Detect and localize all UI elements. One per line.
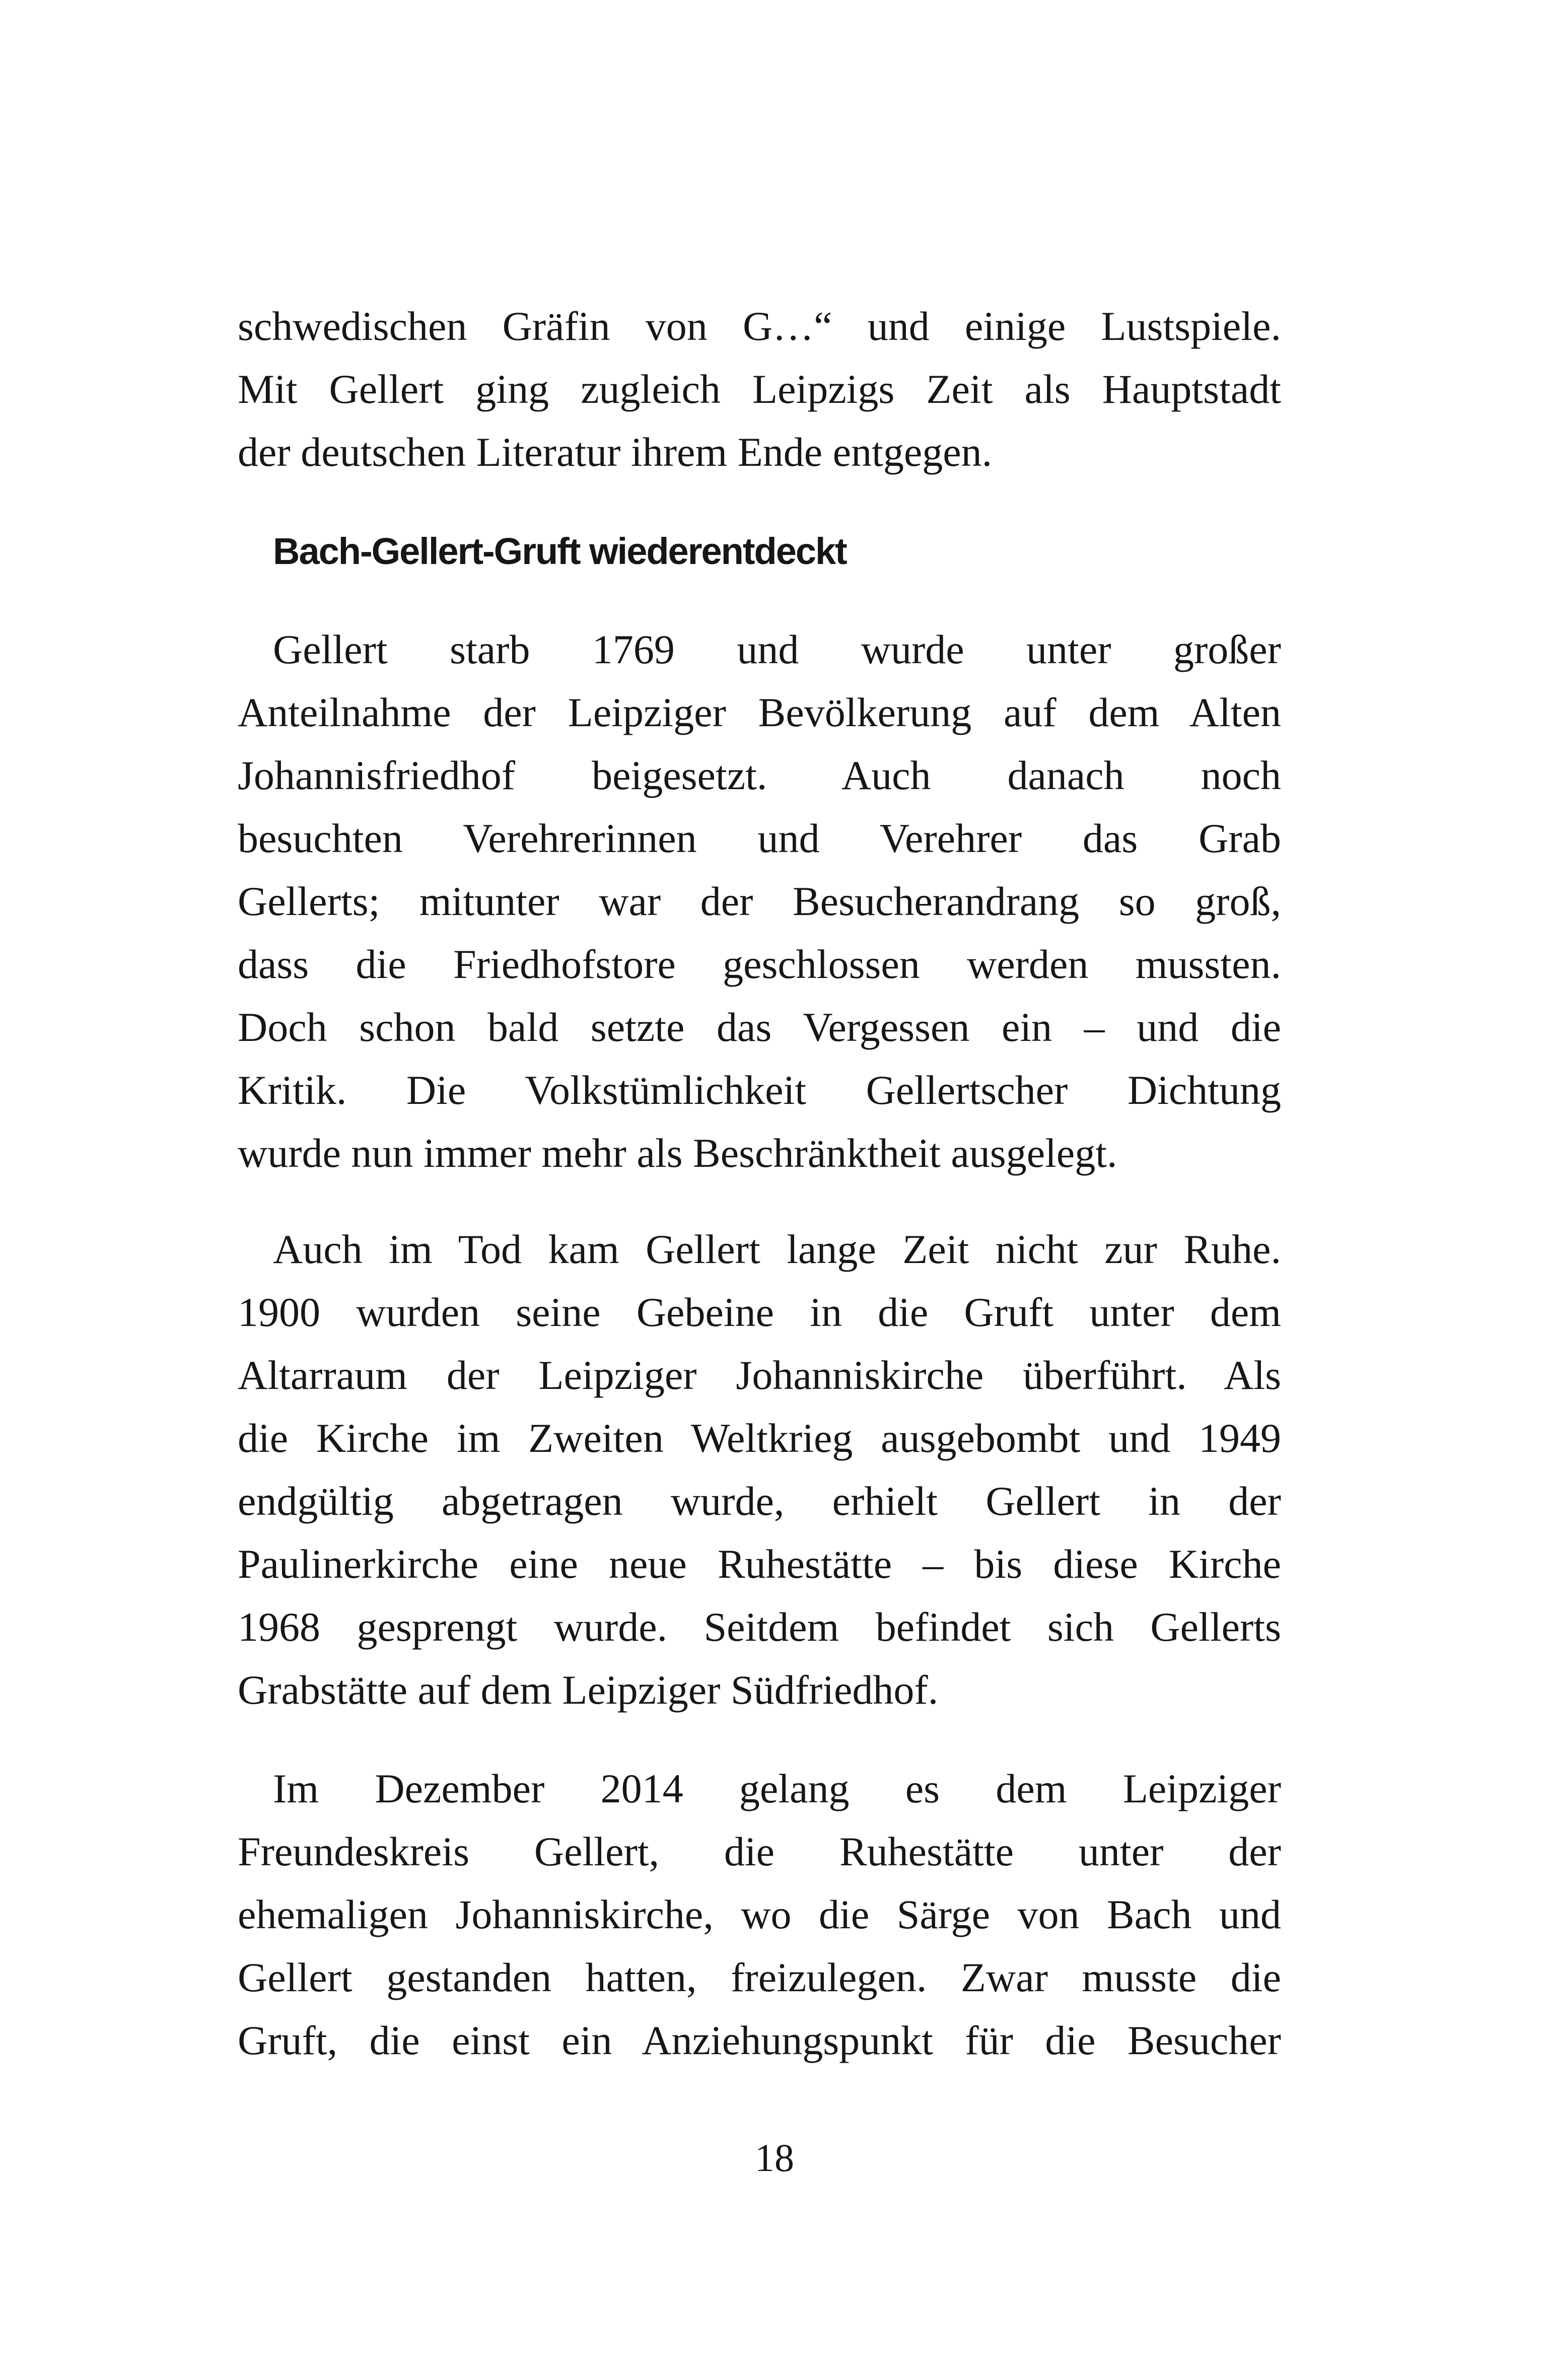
text-line: die Kirche im Zweiten Weltkrieg ausgebombt und 1949 <box>238 1415 1281 1461</box>
text-line: Freundeskreis Gellert, die Ruhestätte unter der <box>238 1829 1281 1874</box>
text-line: Grabstätte auf dem Leipziger Südfriedhof. <box>238 1667 939 1713</box>
text-line: Gellert gestanden hatten, freizulegen. Zwar musste die <box>238 1954 1281 2000</box>
text-line: Johannisfriedhof beigesetzt. Auch danach noch <box>238 752 1281 798</box>
text-line: 1968 gesprengt wurde. Seitdem befindet sich Gellerts <box>238 1604 1281 1650</box>
text-line: dass die Friedhofstore geschlossen werden mussten. <box>238 941 1281 987</box>
text-line: Gellerts; mitunter war der Besucherandrang so groß, <box>238 878 1281 924</box>
text-line: Auch im Tod kam Gellert lange Zeit nicht zur Ruhe. <box>273 1226 1281 1272</box>
paragraph-3 <box>238 1757 1281 2072</box>
text-line: ehemaligen Johanniskirche, wo die Särge von Bach und <box>238 1892 1281 1937</box>
text-line: Gellert starb 1769 und wurde unter großer <box>273 626 1281 672</box>
paragraph-1 <box>238 618 1281 1184</box>
text-line: Mit Gellert ging zugleich Leipzigs Zeit als Hauptstadt <box>238 366 1281 412</box>
text-line: endgültig abgetragen wurde, erhielt Gellert in der <box>238 1478 1281 1524</box>
text-line: Im Dezember 2014 gelang es dem Leipziger <box>273 1766 1281 1811</box>
intro-paragraph <box>238 295 1281 483</box>
text-line: besuchten Verehrerinnen und Verehrer das Grab <box>238 815 1281 861</box>
section-heading: Bach-Gellert-Gruft wiederentdeckt <box>273 530 847 572</box>
text-line: der deutschen Literatur ihrem Ende entgegen. <box>238 429 993 475</box>
text-line: Gruft, die einst ein Anziehungspunkt für die Besucher <box>238 2017 1281 2063</box>
text-line: Paulinerkirche eine neue Ruhestätte – bis diese Kirche <box>238 1541 1281 1587</box>
text-line: Kritik. Die Volkstümlichkeit Gellertscher Dichtung <box>238 1067 1281 1113</box>
text-line: Anteilnahme der Leipziger Bevölkerung auf dem Alten <box>238 689 1281 735</box>
text-line: 1900 wurden seine Gebeine in die Gruft unter dem <box>238 1289 1281 1335</box>
text-line: wurde nun immer mehr als Beschränktheit ausgelegt. <box>238 1130 1117 1176</box>
text-line: Altarraum der Leipziger Johanniskirche überführt. Als <box>238 1352 1281 1398</box>
text-line: Doch schon bald setzte das Vergessen ein – und die <box>238 1004 1281 1050</box>
page-number: 18 <box>755 2136 794 2180</box>
text-line: schwedischen Gräfin von G…“ und einige Lustspiele. <box>238 303 1281 349</box>
paragraph-2 <box>238 1218 1281 1721</box>
